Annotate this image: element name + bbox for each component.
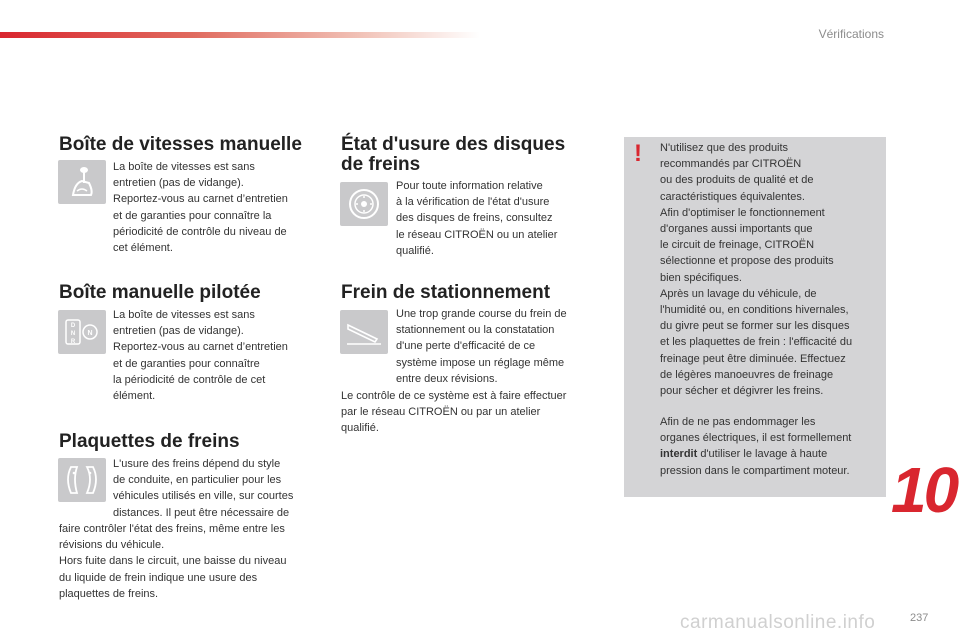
text-line: de conduite, en particulier pour les	[113, 474, 282, 487]
brake-discs-text	[396, 178, 557, 259]
text-line: L'usure des freins dépend du style	[113, 458, 281, 470]
text-line: stationnement ou la constatation	[396, 324, 555, 337]
svg-text:R: R	[70, 339, 76, 345]
text-line: cet élément.	[113, 242, 173, 255]
text-line: freinage peut être diminuée. Effectuez	[660, 352, 846, 365]
text-line: pour sécher et dégivrer les freins.	[660, 385, 824, 398]
text-line: La boîte de vitesses est sans	[113, 309, 255, 321]
text-line: caractéristiques équivalentes.	[660, 190, 805, 203]
text-line: à la vérification de l'état d'usure	[396, 196, 550, 209]
parking-brake-text-full	[341, 388, 566, 437]
text-line: Afin d'optimiser le fonctionnement	[660, 206, 825, 219]
text-line: recommandés par CITROËN	[660, 158, 802, 171]
text-line: Reportez-vous au carnet d’entretien	[113, 341, 288, 354]
parking-brake-title: Frein de stationnement	[341, 282, 551, 303]
gearbox-piloted-title: Boîte manuelle pilotée	[59, 282, 261, 303]
notice-second-text	[660, 414, 851, 479]
text-line: par le réseau CITROËN ou par un atelier	[341, 406, 541, 419]
text-line: Après un lavage du véhicule, de	[660, 287, 817, 300]
text-line: qualifié.	[341, 422, 379, 435]
text-line: Afin de ne pas endommager les	[660, 416, 816, 428]
text-line: ou des produits de qualité et de	[660, 174, 814, 187]
brake-disc-icon	[340, 182, 388, 226]
text-line: de légères manoeuvres de freinage	[660, 368, 834, 381]
svg-text:N: N	[70, 331, 76, 337]
text-line: faire contrôler l'état des freins, même entre les	[59, 523, 285, 535]
text-line: la périodicité de contrôle de cet	[113, 373, 266, 386]
gearbox-manual-text	[113, 159, 288, 256]
brake-discs-title-line: de freins	[341, 154, 421, 175]
text-line: Reportez-vous au carnet d’entretien	[113, 193, 288, 206]
svg-text:D: D	[70, 323, 76, 329]
text-line: La boîte de vitesses est sans	[113, 161, 255, 173]
text-line: entre deux révisions.	[396, 372, 498, 385]
text-line: sélectionne et propose des produits	[660, 255, 834, 268]
chapter-number: 10	[891, 454, 957, 526]
text-line: le circuit de freinage, CITROËN	[660, 239, 815, 252]
text-line: véhicules utilisés en ville, sur courtes	[113, 490, 294, 503]
text-line: qualifié.	[396, 244, 434, 257]
text-line: d'organes aussi importants que	[660, 223, 813, 236]
text-line: Le contrôle de ce système est à faire effectuer	[341, 390, 567, 402]
brake-pads-text-indented	[113, 456, 293, 521]
notice-text	[660, 140, 852, 399]
page-number: 237	[910, 612, 929, 624]
brake-discs-title-line: État d'usure des disques	[341, 134, 566, 155]
brake-pads-icon	[58, 458, 106, 502]
text-line: plaquettes de freins.	[59, 587, 159, 600]
text-line: et de garanties pour connaître la	[113, 209, 272, 222]
gear-selector-icon	[58, 310, 106, 354]
brake-pads-text-full	[59, 521, 286, 602]
text-line: distances. Il peut être nécessaire de	[113, 506, 290, 519]
bold-word: interdit	[660, 448, 698, 461]
top-accent-bar	[0, 32, 480, 38]
text-line: et les plaquettes de frein : l'efficacité du	[660, 336, 853, 349]
text-line: périodicité de contrôle du niveau de	[113, 225, 287, 238]
text-line: et de garanties pour connaître	[113, 357, 260, 370]
parking-brake-lever-icon	[340, 310, 388, 354]
text-line: le réseau CITROËN ou un atelier	[396, 228, 558, 241]
text-line: révisions du véhicule.	[59, 539, 165, 552]
text-line: Hors fuite dans le circuit, une baisse du niveau	[59, 555, 287, 568]
text-line: organes électriques, il est formellement	[660, 432, 852, 445]
text-line: N'utilisez que des produits	[660, 142, 789, 154]
text-span: d'utiliser le lavage à haute	[697, 448, 828, 461]
text-line: du liquide de frein indique une usure des	[59, 571, 258, 584]
text-line: entretien (pas de vidange).	[113, 325, 244, 338]
watermark: carmanualsonline.info	[680, 612, 876, 633]
text-line: bien spécifiques.	[660, 271, 742, 284]
svg-text:N: N	[87, 330, 93, 337]
text-line: Pour toute information relative	[396, 180, 543, 192]
gear-lever-icon	[58, 160, 106, 204]
text-line: Une trop grande course du frein de	[396, 308, 567, 320]
text-line: système impose un réglage même	[396, 356, 565, 369]
brake-pads-title: Plaquettes de freins	[59, 431, 240, 452]
warning-icon: !	[634, 140, 642, 167]
text-line: des disques de freins, consultez	[396, 212, 553, 225]
text-line: l'humidité ou, en conditions hivernales,	[660, 304, 849, 317]
text-line: élément.	[113, 390, 156, 403]
brake-discs-title	[341, 135, 565, 175]
text-line: du givre peut se former sur les disques	[660, 320, 850, 333]
text-line: pression dans le compartiment moteur.	[660, 464, 850, 477]
text-line: entretien (pas de vidange).	[113, 177, 244, 190]
text-line	[660, 446, 851, 462]
gearbox-manual-title: Boîte de vitesses manuelle	[59, 134, 302, 155]
text-line: d'une perte d'efficacité de ce	[396, 340, 536, 353]
gearbox-piloted-text	[113, 307, 288, 404]
parking-brake-text-indented	[396, 306, 567, 387]
section-label: Vérifications	[818, 27, 884, 41]
